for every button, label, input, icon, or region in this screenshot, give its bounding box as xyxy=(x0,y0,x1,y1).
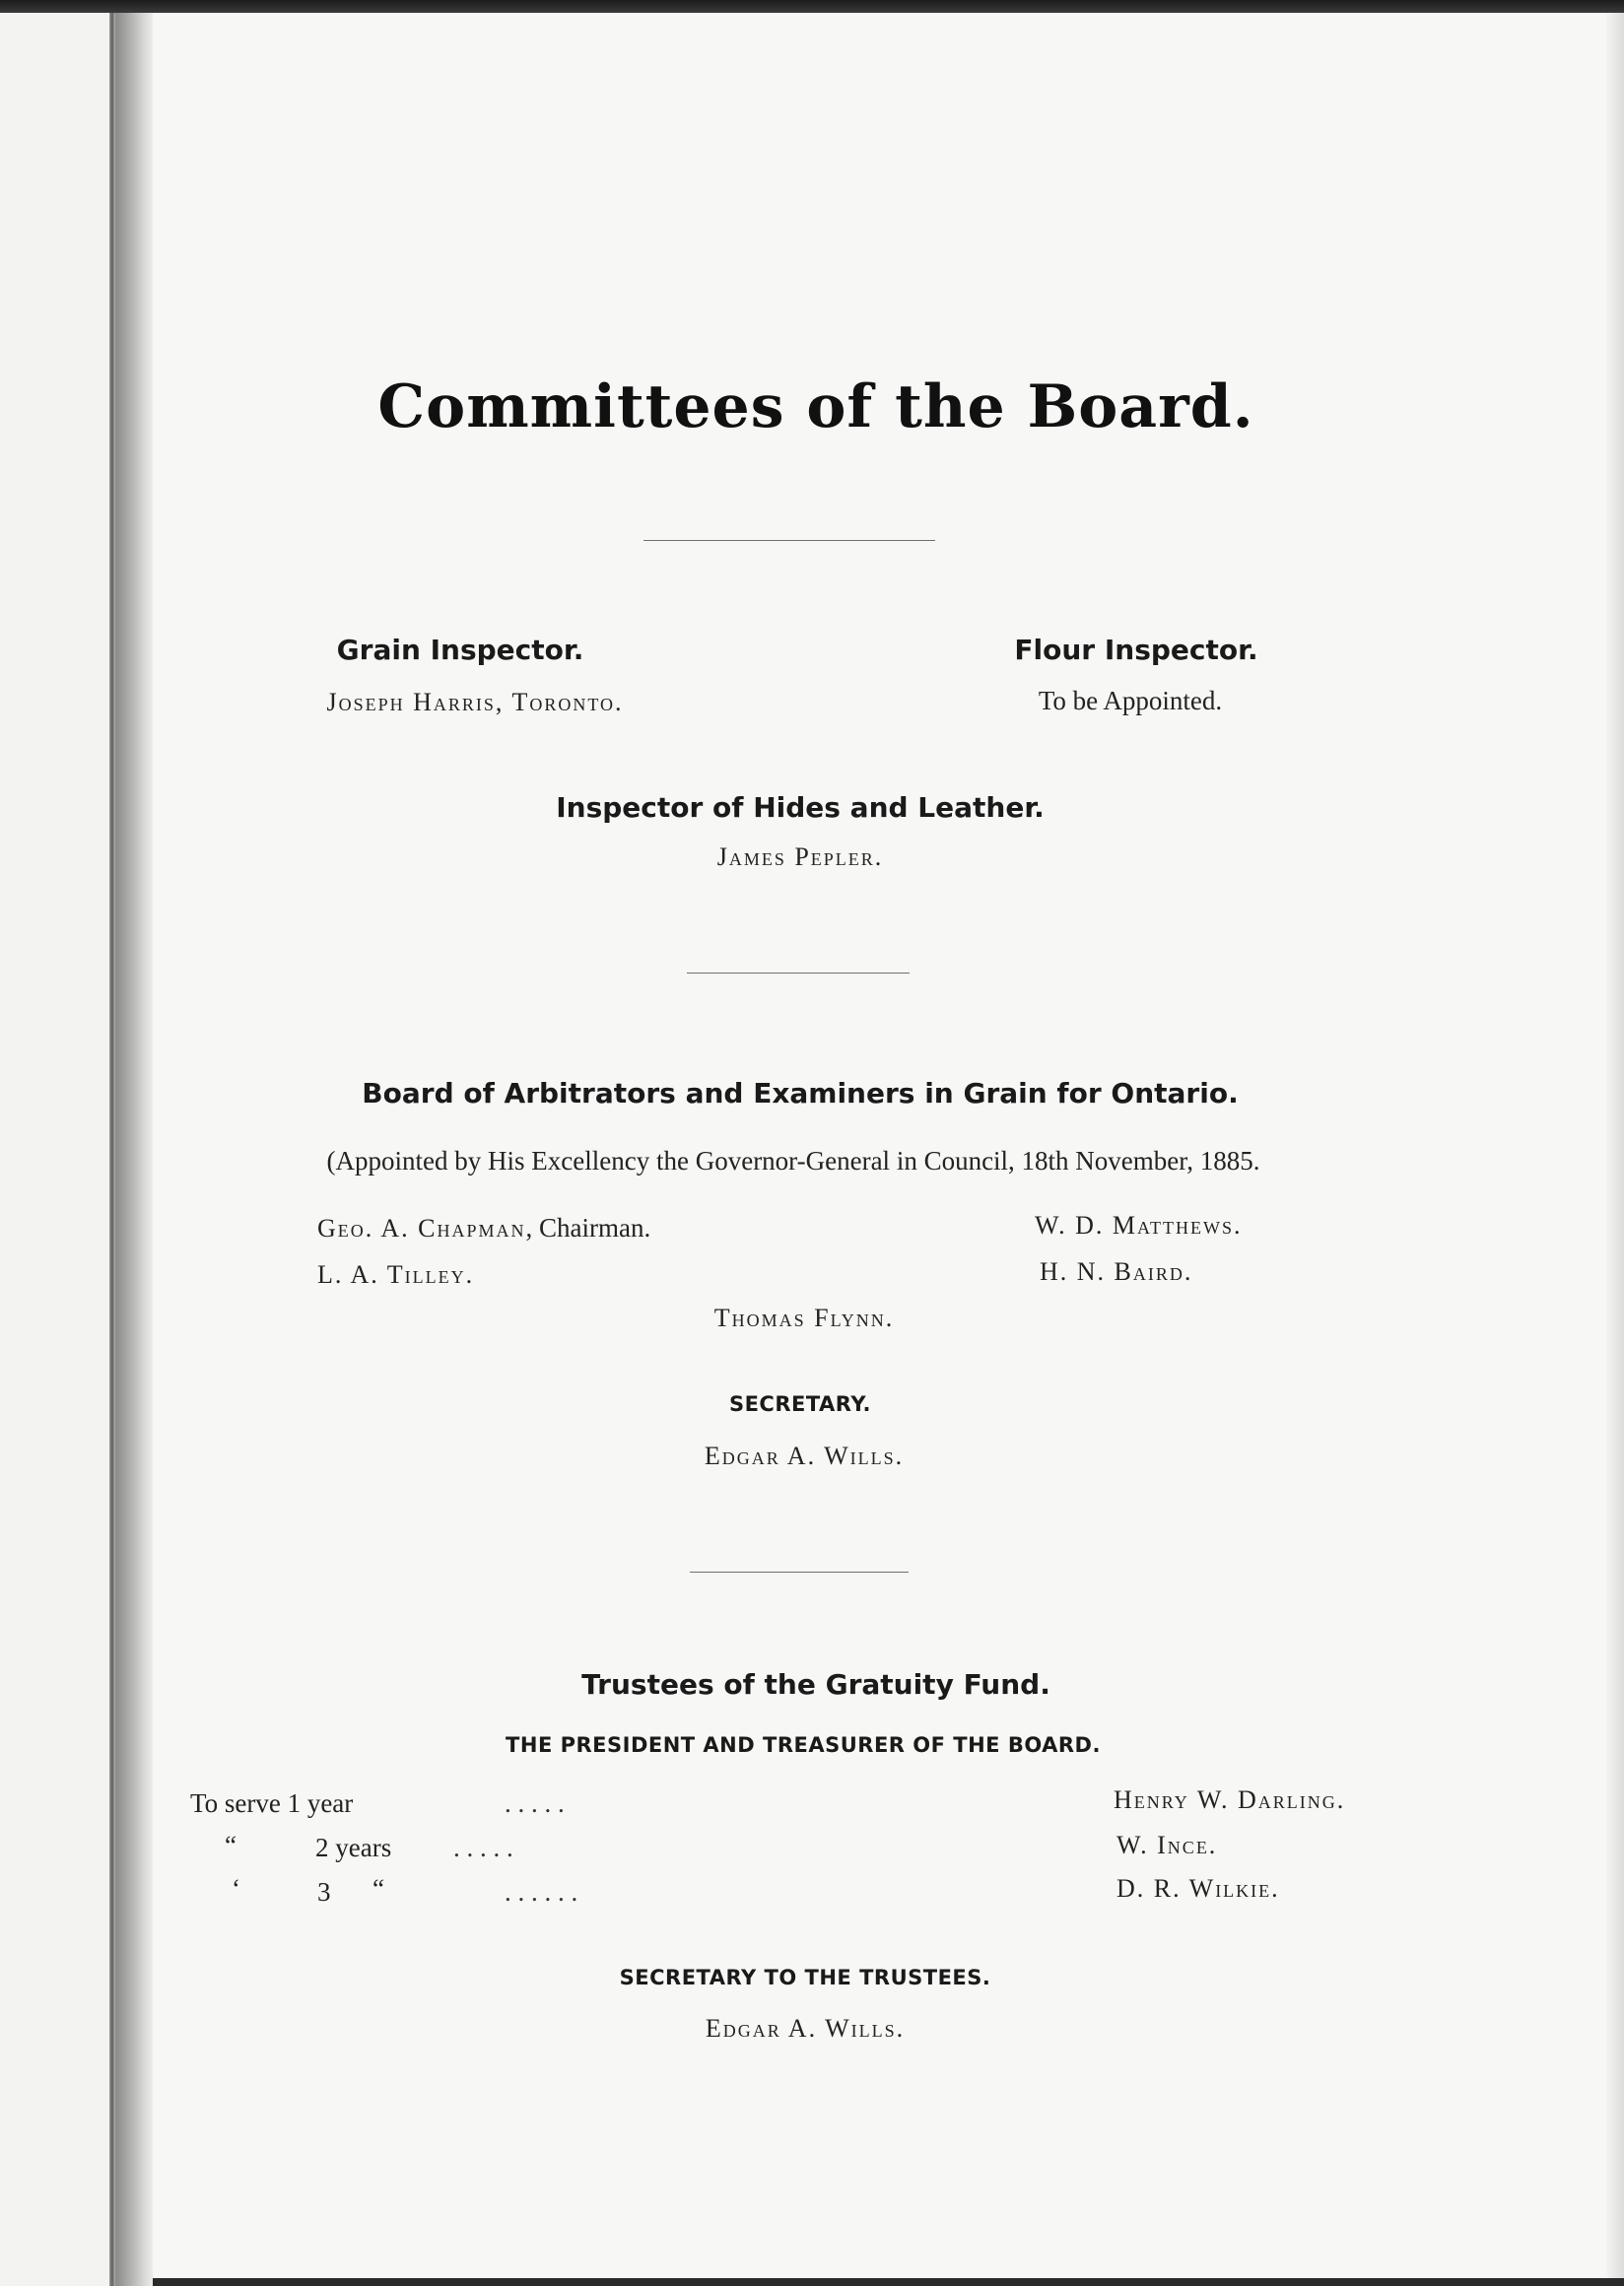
member-flynn: Thomas Flynn. xyxy=(713,1304,895,1332)
member-baird: H. N. Baird. xyxy=(1040,1257,1193,1286)
arbitrators-heading: Board of Arbitrators and Examiners in Grain for Ontario. xyxy=(362,1077,1239,1109)
flour-inspector-heading: Flour Inspector. xyxy=(1014,634,1258,666)
trustee-name: W. Ince. xyxy=(1116,1831,1218,1859)
trustees-subheading: THE PRESIDENT AND TREASURER OF THE BOARD. xyxy=(506,1733,1101,1757)
member-matthews: W. D. Matthews. xyxy=(1035,1211,1243,1240)
divider xyxy=(690,1572,909,1573)
binding-shadow xyxy=(115,13,153,2286)
page-bottom-edge xyxy=(153,2278,1624,2286)
arbitrators-secretary-name: Edgar A. Wills. xyxy=(704,1442,905,1470)
flour-inspector-name: To be Appointed. xyxy=(1038,686,1223,715)
trustee-term: 2 years xyxy=(315,1833,392,1862)
divider xyxy=(687,973,910,974)
page-title: Committees of the Board. xyxy=(377,372,1254,441)
member-tilley: L. A. Tilley. xyxy=(317,1260,475,1289)
ditto-mark: ‘ xyxy=(232,1874,240,1904)
left-margin xyxy=(0,13,116,2286)
member-role: , Chairman. xyxy=(525,1213,651,1243)
trustees-secretary-heading: SECRETARY TO THE TRUSTEES. xyxy=(619,1966,991,1989)
trustee-name: Henry W. Darling. xyxy=(1114,1785,1346,1814)
arbitrators-secretary-heading: SECRETARY. xyxy=(728,1392,872,1416)
page-top-edge xyxy=(0,0,1624,13)
member-name: Geo. A. Chapman xyxy=(317,1214,526,1243)
page-right-edge xyxy=(1606,13,1624,2286)
ditto-mark: “ xyxy=(225,1831,237,1860)
grain-inspector-name: Joseph Harris, Toronto. xyxy=(326,688,624,716)
ditto-mark: “ xyxy=(372,1874,384,1904)
trustees-heading: Trustees of the Gratuity Fund. xyxy=(581,1668,1050,1701)
divider xyxy=(643,540,935,541)
trustee-name: D. R. Wilkie. xyxy=(1116,1874,1280,1903)
leader-dots: . . . . . xyxy=(453,1833,513,1862)
trustee-term: To serve 1 year xyxy=(190,1788,354,1818)
arbitrators-appointment: (Appointed by His Excellency the Governor-General in Council, 18th November, 1885. xyxy=(326,1146,1260,1176)
trustee-term: 3 xyxy=(317,1877,331,1907)
leader-dots: . . . . . xyxy=(505,1788,565,1818)
hides-inspector-name: James Pepler. xyxy=(716,842,884,871)
member-chapman xyxy=(317,1213,650,1244)
trustees-secretary-name: Edgar A. Wills. xyxy=(705,2014,906,2043)
hides-inspector-heading: Inspector of Hides and Leather. xyxy=(556,791,1045,824)
leader-dots: . . . . . . xyxy=(505,1877,578,1907)
grain-inspector-heading: Grain Inspector. xyxy=(336,634,584,666)
